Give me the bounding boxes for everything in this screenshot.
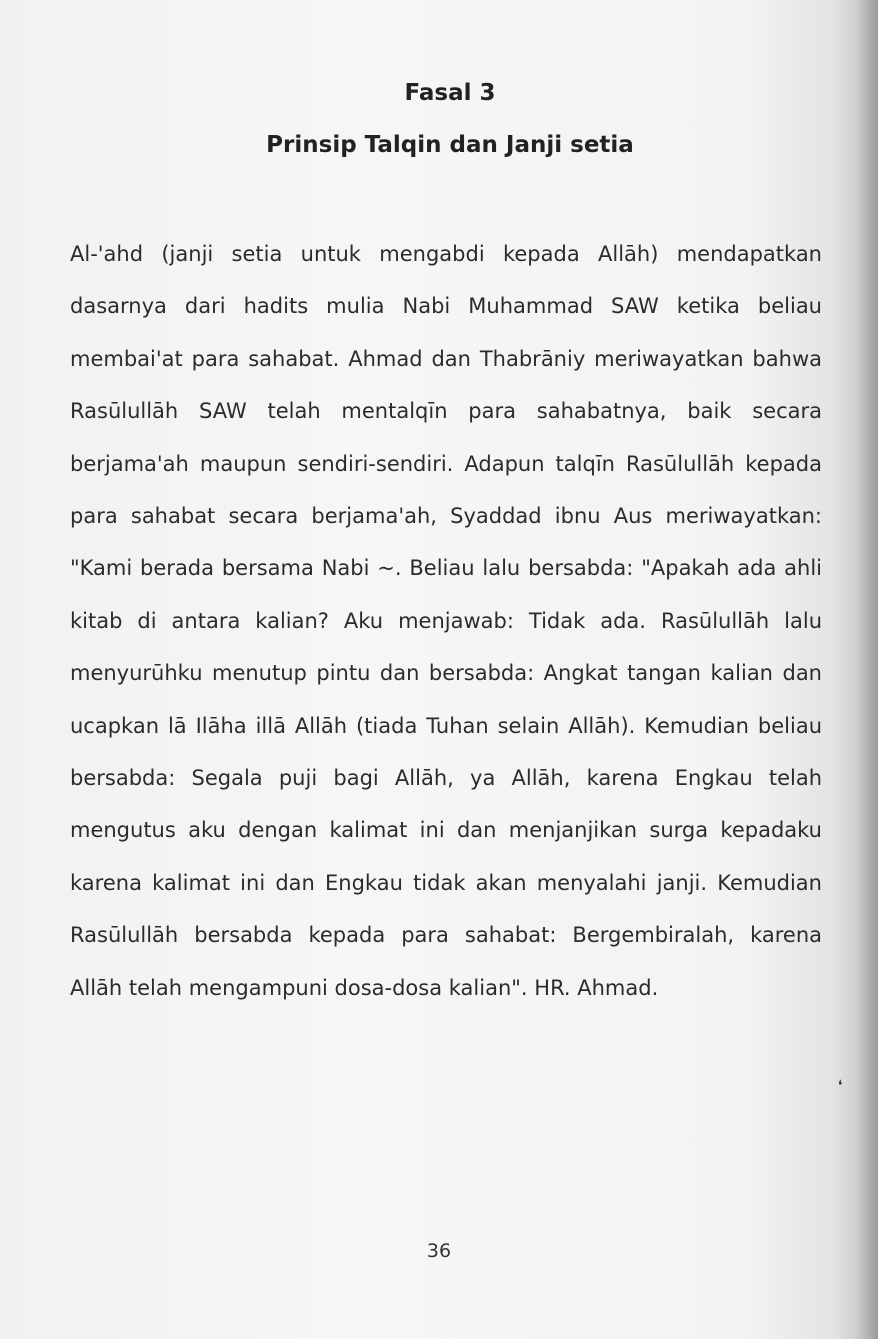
scan-mark-icon: ❛ (838, 1078, 843, 1094)
chapter-label: Fasal 3 (404, 80, 496, 106)
page-edge-shadow (856, 0, 878, 1339)
chapter-title: Prinsip Talqin dan Janji setia (266, 132, 634, 158)
page-number: 36 (426, 1240, 452, 1262)
body-paragraph: Al-'ahd (janji setia untuk mengabdi kepada Allāh) mendapatkan dasarnya dari hadits mulia Nabi Muhammad SAW ketika beliau membai'at para sahabat. Ahmad dan Thabrāniy meriwayatkan bahwa Rasūlullāh SAW telah mentalqīn para sahabatnya, baik secara berjama'ah maupun sendiri-sendiri. Adapun talqīn Rasūlullāh kepada para sahabat secara berjama'ah, Syaddad ibnu Aus meriwayatkan: "Kami berada bersama Nabi ~. Beliau lalu bersabda: "Apakah ada ahli kitab di antara kalian? Aku menjawab: Tidak ada. Rasūlullāh lalu menyurūhku menutup pintu dan bersabda: Angkat tangan kalian dan ucapkan lā Ilāha illā Allāh (tiada Tuhan selain Allāh). Kemudian beliau bersabda: Segala puji bagi Allāh, ya Allāh, karena Engkau telah mengutus aku dengan kalimat ini dan menjanjikan surga kepadaku karena kalimat ini dan Engkau tidak akan menyalahi janji. Kemudian Rasūlullāh bersabda kepada para sahabat: Bergembiralah, karena Allāh telah mengampuni dosa-dosa kalian". HR. Ahmad. (70, 242, 822, 1000)
